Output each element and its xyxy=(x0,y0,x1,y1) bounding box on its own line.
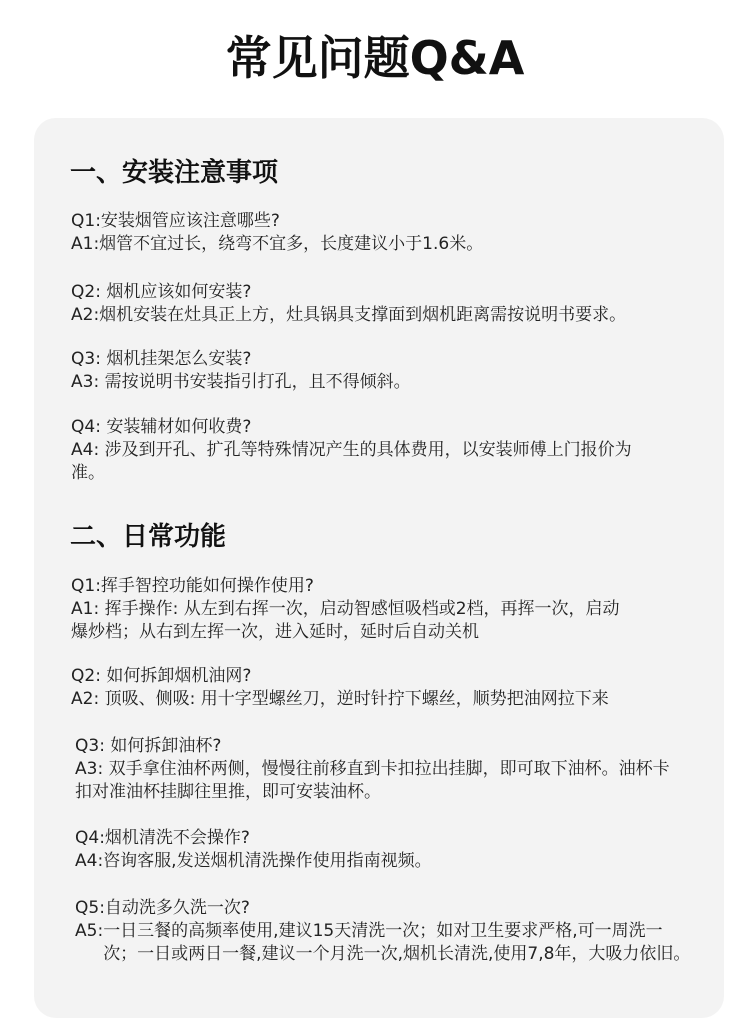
question-text: Q3: 如何拆卸油杯? xyxy=(75,736,222,756)
question-text: Q4:烟机清洗不会操作? xyxy=(75,828,250,848)
section-heading-installation: 一、安装注意事项 xyxy=(70,158,279,188)
qa-item xyxy=(75,897,695,966)
qa-item xyxy=(71,348,711,394)
answer-label: A5: xyxy=(75,921,104,941)
answer-text xyxy=(75,920,695,966)
qa-item xyxy=(71,665,711,711)
qa-item xyxy=(71,416,651,485)
question-text: Q4: 安装辅材如何收费? xyxy=(71,417,252,437)
page-title: 常见问题Q&A xyxy=(225,31,525,85)
section-heading-daily-functions: 二、日常功能 xyxy=(70,522,227,552)
answer-text: A3: 双手拿住油杯两侧，慢慢往前移直到卡扣拉出挂脚，即可取下油杯。油杯卡扣对准油杯挂脚往里推，即可安装油杯。 xyxy=(75,759,670,802)
answer-text: A3: 需按说明书安装指引打孔，且不得倾斜。 xyxy=(71,372,411,392)
qa-item xyxy=(75,735,675,804)
answer-text: A1:烟管不宜过长，绕弯不宜多，长度建议小于1.6米。 xyxy=(71,234,484,254)
answer-text: A2:烟机安装在灶具正上方，灶具锅具支撑面到烟机距离需按说明书要求。 xyxy=(71,305,627,325)
question-text: Q1:安装烟管应该注意哪些? xyxy=(71,211,280,231)
answer-text: A2: 顶吸、侧吸: 用十字型螺丝刀，逆时针拧下螺丝，顺势把油网拉下来 xyxy=(71,689,609,709)
question-text: Q5:自动洗多久洗一次? xyxy=(75,898,250,918)
answer-text: A4: 涉及到开孔、扩孔等特殊情况产生的具体费用，以安装师傅上门报价为准。 xyxy=(71,440,632,483)
qa-item xyxy=(75,827,715,873)
answer-text: A4:咨询客服,发送烟机清洗操作使用指南视频。 xyxy=(75,851,432,871)
question-text: Q2: 如何拆卸烟机油网? xyxy=(71,666,252,686)
qa-item xyxy=(71,281,711,327)
qa-item xyxy=(71,210,711,256)
question-text: Q2: 烟机应该如何安装? xyxy=(71,282,252,302)
qa-item xyxy=(71,575,631,644)
answer-text: A1: 挥手操作: 从左到右挥一次，启动智感恒吸档或2档，再挥一次，启动爆炒档；从右到左挥一次，进入延时，延时后自动关机 xyxy=(71,599,620,642)
answer-body: 一日三餐的高频率使用,建议15天清洗一次；如对卫生要求严格,可一周洗一次；一日或两日一餐,建议一个月洗一次,烟机长清洗,使用7,8年，大吸力依旧。 xyxy=(103,921,691,964)
question-text: Q1:挥手智控功能如何操作使用? xyxy=(71,576,314,596)
question-text: Q3: 烟机挂架怎么安装? xyxy=(71,349,252,369)
